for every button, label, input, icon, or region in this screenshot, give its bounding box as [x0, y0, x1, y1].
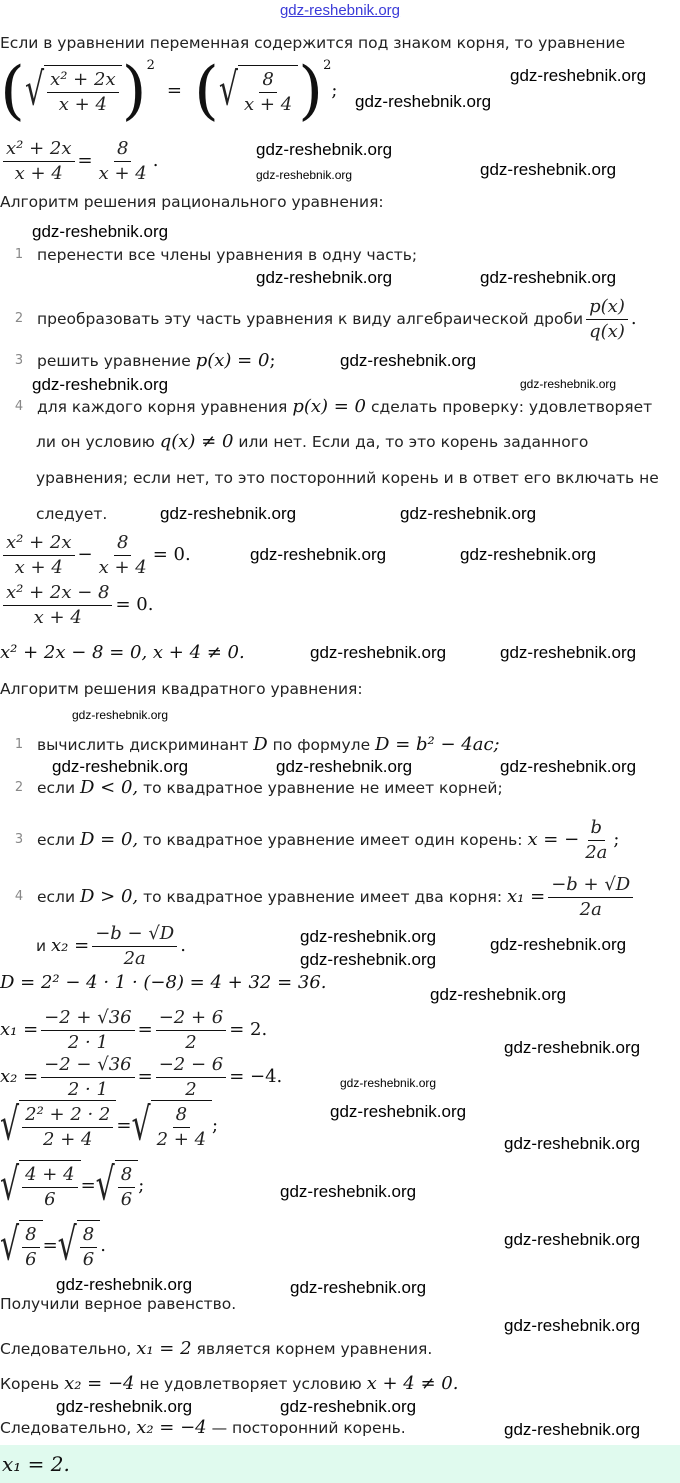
watermark: gdz-reshebnik.org [480, 160, 617, 179]
conclusion-3: Корень x₂ = −4 не удовлетворяет условию x + 4 ≠ 0. [0, 1373, 459, 1394]
list-item: 1 перенести все члены уравнения в одну часть; [14, 246, 418, 264]
watermark: gdz-reshebnik.org [32, 375, 169, 394]
check-3: √ $\frac{8}{6}$ = √ $\frac{8}{6}$ . [0, 1219, 106, 1272]
conclusion-4: Следовательно, x₂ = −4 — посторонний корень. [0, 1417, 406, 1438]
watermark: gdz-reshebnik.org [504, 1316, 641, 1335]
watermark: gdz-reshebnik.org [280, 1182, 417, 1201]
answer: x₁ = 2. [2, 1452, 70, 1476]
watermark: gdz-reshebnik.org [280, 1397, 417, 1416]
list-item-cont: уравнения; если нет, то это посторонний корень и в ответ его включать не [36, 469, 659, 487]
watermark: gdz-reshebnik.org [355, 92, 492, 111]
watermark: gdz-reshebnik.org [500, 757, 637, 776]
list-item: 2 если D < 0, то квадратное уравнение не имеет корней; [14, 777, 503, 798]
site-link[interactable]: gdz-reshebnik.org [279, 2, 401, 19]
watermark: gdz-reshebnik.org [504, 1134, 641, 1153]
equation-2: $\frac{\text{x² + 2x}}{x + 4}$ = $\frac{8}{x + 4}$ . [0, 134, 158, 188]
rational-algo-title: Алгоритм решения рационального уравнения: [0, 193, 384, 211]
watermark: gdz-reshebnik.org [340, 351, 477, 370]
watermark: gdz-reshebnik.org [500, 643, 637, 662]
step-2: $\frac{\text{x² + 2x − 8}}{x + 4}$ = 0. [0, 578, 153, 632]
root-x2: x₂ = $\frac{-2 - √36}{2 \cdot 1}$ = $\frac{-2 - 6}{2}$ = −4. [0, 1053, 283, 1100]
watermark: gdz-reshebnik.org [32, 222, 169, 241]
list-item-cont: следует. [36, 505, 108, 523]
watermark: gdz-reshebnik.org [256, 268, 393, 287]
list-item: 3 если D = 0, то квадратное уравнение имеет один корень: x = − $\frac{b}{2a}$ ; [14, 816, 620, 863]
watermark: gdz-reshebnik.org [430, 985, 567, 1004]
watermark: gdz-reshebnik.org [330, 1102, 467, 1121]
check-1: √ $\frac{\text{2² + 2 · 2}}{2 + 4}$ = √ $\frac{8}{2 + 4}$ ; [0, 1099, 219, 1152]
discriminant: D = 2² − 4 · 1 · (−8) = 4 + 32 = 36. [0, 972, 327, 993]
list-item: 4 для каждого корня уравнения p(x) = 0 сделать проверку: удовлетворяет [14, 396, 653, 417]
list-item-cont: ли он условию q(x) ≠ 0 или нет. Если да, то это корень заданного [36, 431, 589, 452]
watermark: gdz-reshebnik.org [256, 168, 353, 182]
quad-algo-title: Алгоритм решения квадратного уравнения: [0, 680, 363, 698]
watermark: gdz-reshebnik.org [250, 545, 387, 564]
watermark: gdz-reshebnik.org [520, 377, 617, 391]
watermark: gdz-reshebnik.org [310, 643, 447, 662]
root-x1: x₁ = $\frac{-2 + √36}{2 \cdot 1}$ = $\frac{-2 + 6}{2}$ = 2. [0, 1006, 268, 1053]
list-item: 4 если D > 0, то квадратное уравнение имеет два корня: x₁ = $\frac{-b + √D}{2a}$ [0, 870, 636, 924]
watermark: gdz-reshebnik.org [160, 504, 297, 523]
watermark: gdz-reshebnik.org [480, 268, 617, 287]
list-item: 3 решить уравнение p(x) = 0 ; [14, 350, 276, 371]
watermark: gdz-reshebnik.org [504, 1038, 641, 1057]
check-2: √ $\frac{4 + 4}{6}$ = √ $\frac{8}{6}$ ; [0, 1159, 145, 1212]
list-item: 2 преобразовать эту часть уравнения к виду алгебраической дроби $\frac{p(x)}{q(x)}$ . [14, 295, 637, 342]
equation-1: ( √ $\frac{\text{x² + 2x}}{x + 4}$ ) $^2$ = ( √ $\frac{8}{x + 4}$ ) $^2$ ; [0, 54, 338, 128]
step-1: $\frac{\text{x² + 2x}}{x + 4}$ − $\frac{8}{x + 4}$ = 0. [0, 528, 191, 582]
watermark: gdz-reshebnik.org [400, 504, 537, 523]
watermark: gdz-reshebnik.org [56, 1397, 193, 1416]
intro-text: Если в уравнении переменная содержится под знаком корня, то уравнение [0, 34, 626, 52]
watermark: gdz-reshebnik.org [340, 1076, 437, 1090]
watermark: gdz-reshebnik.org [56, 1275, 193, 1294]
watermark: gdz-reshebnik.org [504, 1230, 641, 1249]
watermark: gdz-reshebnik.org [300, 950, 437, 969]
watermark: gdz-reshebnik.org [460, 545, 597, 564]
list-item-cont: и x₂ = $\frac{-b - √D}{2a}$ . [36, 922, 186, 969]
watermark: gdz-reshebnik.org [510, 66, 647, 85]
watermark: gdz-reshebnik.org [300, 927, 437, 946]
watermark: gdz-reshebnik.org [290, 1278, 427, 1297]
step-3: x² + 2x − 8 = 0, x + 4 ≠ 0. [0, 642, 245, 663]
answer-box [0, 1445, 680, 1483]
conclusion-2: Следовательно, x₁ = 2 является корнем уравнения. [0, 1338, 433, 1359]
watermark: gdz-reshebnik.org [490, 935, 627, 954]
list-item: 1 вычислить дискриминант D по формуле D = b² − 4ac; [14, 734, 500, 755]
watermark: gdz-reshebnik.org [72, 708, 169, 722]
watermark: gdz-reshebnik.org [504, 1420, 641, 1439]
conclusion-1: Получили верное равенство. [0, 1295, 237, 1313]
watermark: gdz-reshebnik.org [276, 757, 413, 776]
watermark: gdz-reshebnik.org [256, 140, 393, 159]
watermark: gdz-reshebnik.org [52, 757, 189, 776]
